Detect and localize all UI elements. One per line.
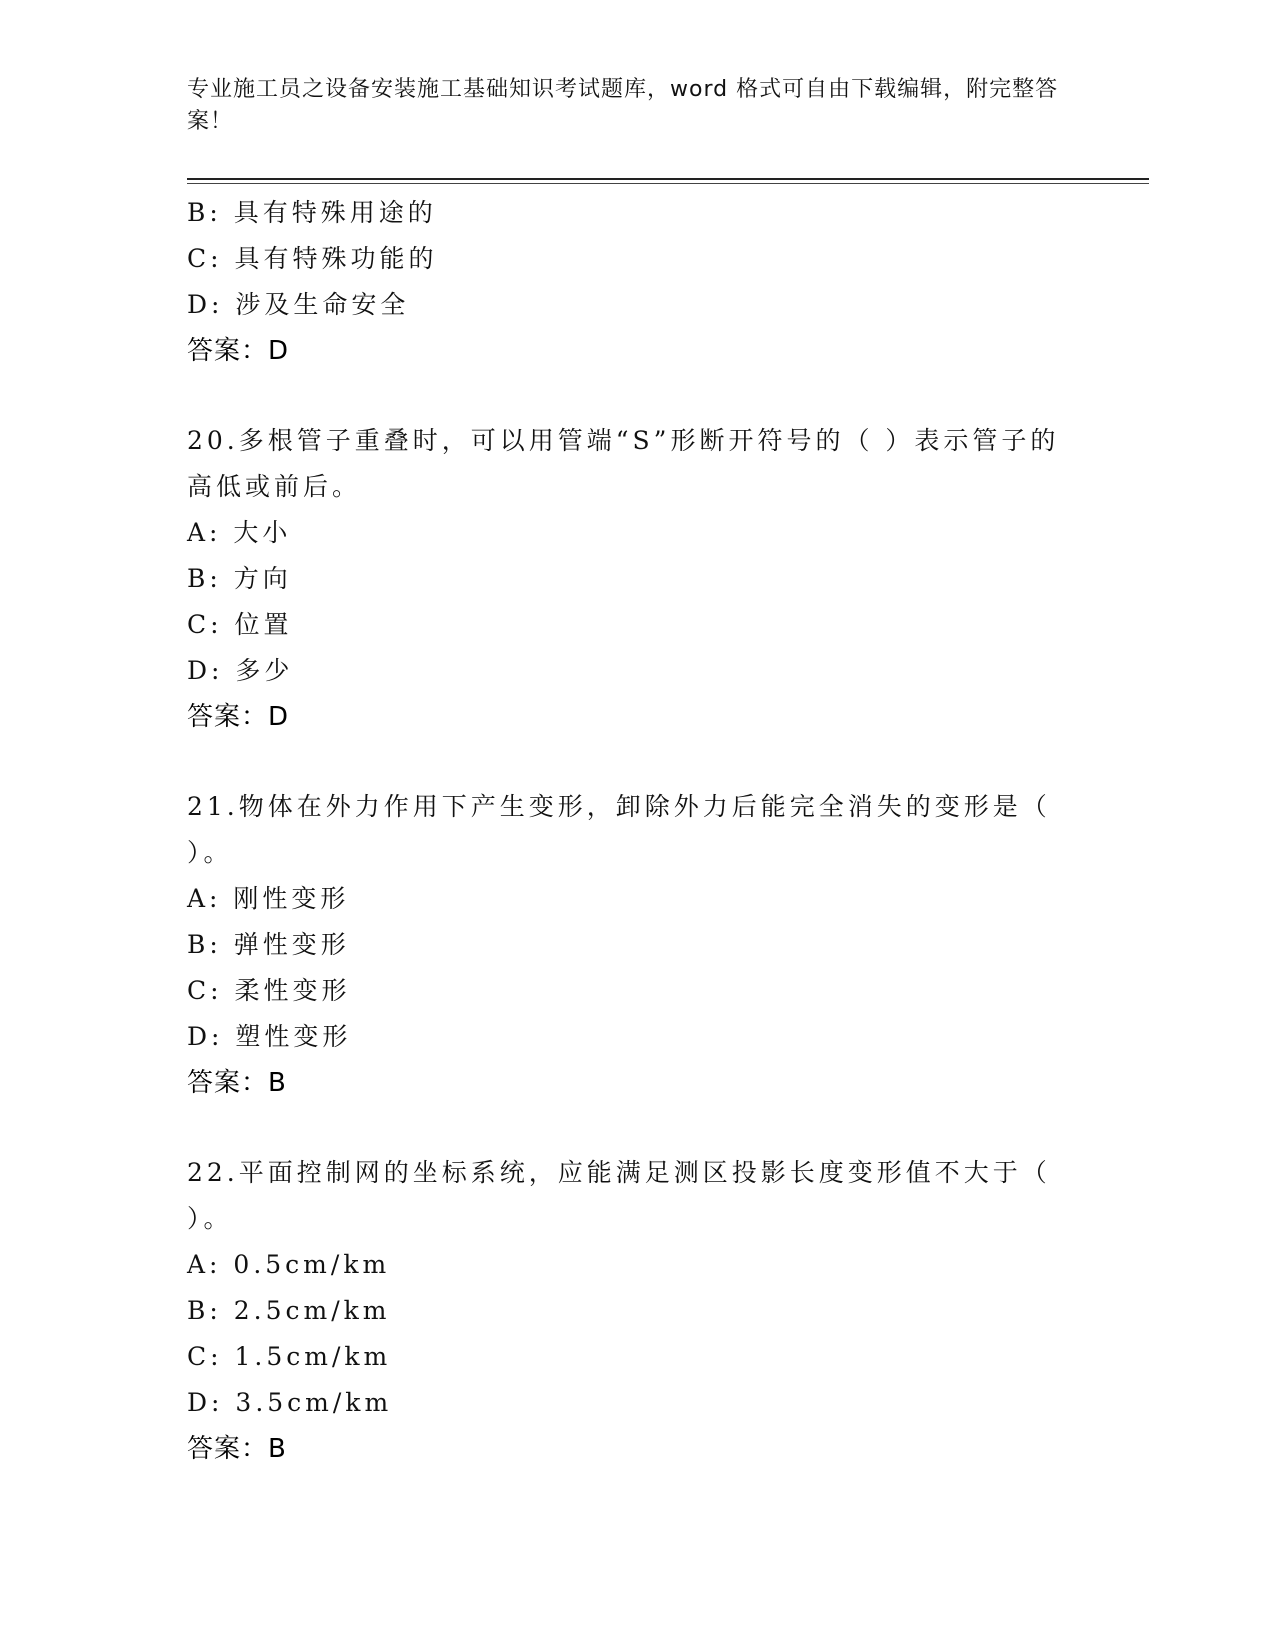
answer-line: 答案：B: [187, 1434, 287, 1464]
option-c: C: 柔性变形: [187, 976, 351, 1005]
option-d: D: 3.5cm/km: [187, 1388, 393, 1417]
question-text: 22.平面控制网的坐标系统，应能满足测区投影长度变形值不大于（ ）。: [187, 1158, 1051, 1233]
prev-question-block: [187, 190, 1067, 374]
option-c: C: 位置: [187, 610, 293, 639]
header-divider-thick: [187, 178, 1149, 180]
option-a: A: 大小: [187, 518, 292, 547]
option-d: D: 多少: [187, 656, 294, 685]
option-d: D: 塑性变形: [187, 1022, 352, 1051]
option-a: A: 0.5cm/km: [187, 1250, 391, 1279]
option-b: B: 方向: [187, 564, 292, 593]
answer-line: 答案：B: [187, 1068, 287, 1098]
option-b: B: 具有特殊用途的: [187, 198, 437, 227]
spacer: [187, 374, 1067, 418]
document-header: 专业施工员之设备安装施工基础知识考试题库，word 格式可自由下载编辑，附完整答案！: [187, 77, 1059, 134]
question-block-20: [187, 418, 1067, 740]
option-d: D: 涉及生命安全: [187, 290, 410, 319]
answer-line: 答案：D: [187, 336, 290, 366]
question-block-22: [187, 1150, 1067, 1472]
option-c: C: 1.5cm/km: [187, 1342, 392, 1371]
option-b: B: 弹性变形: [187, 930, 350, 959]
option-b: B: 2.5cm/km: [187, 1296, 391, 1325]
header-divider-thin: [187, 183, 1149, 184]
question-block-21: [187, 784, 1067, 1106]
question-text: 20.多根管子重叠时，可以用管端“S”形断开符号的（ ）表示管子的高低或前后。: [187, 426, 1060, 501]
spacer: [187, 740, 1067, 784]
answer-line: 答案：D: [187, 702, 290, 732]
question-list: [187, 190, 1067, 1472]
option-c: C: 具有特殊功能的: [187, 244, 438, 273]
question-text: 21.物体在外力作用下产生变形，卸除外力后能完全消失的变形是（ ）。: [187, 792, 1051, 867]
option-a: A: 刚性变形: [187, 884, 350, 913]
spacer: [187, 1106, 1067, 1150]
